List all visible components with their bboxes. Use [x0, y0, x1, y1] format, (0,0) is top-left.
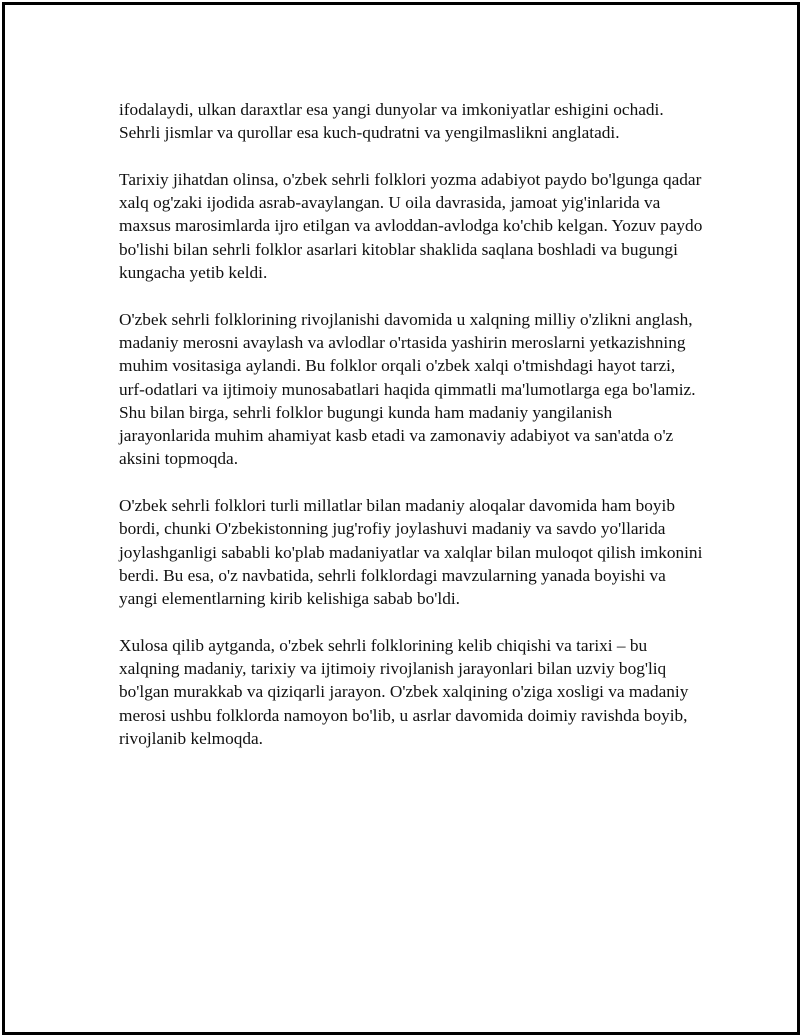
- paragraph-3: O'zbek sehrli folklorining rivojlanishi davomida u xalqning milliy o'zlikni anglash, madaniy merosni avaylash va avlodlar o'rtasida yashirin meroslarni yetkazishning muhim vositasiga aylandi. Bu folklor orqali o'zbek xalqi o'tmishdagi hayot tarzi, urf-odatlari va ijtimoiy munosabatlari haqida qimmatli ma'lumotlarga ega bo'lamiz. Shu bilan birga, sehrli folklor bugungi kunda ham madaniy yangilanish jarayonlarida muhim ahamiyat kasb etadi va zamonaviy adabiyot va san'atda o'z aksini topmoqda.: [119, 309, 696, 469]
- paragraph-2: Tarixiy jihatdan olinsa, o'zbek sehrli folklori yozma adabiyot paydo bo'lgunga qadar xalq og'zaki ijodida asrab-avaylangan. U oila davrasida, jamoat yig'inlarida va maxsus marosimlarda ijro etilgan va avloddan-avlodga ko'chib kelgan. Yozuv paydo bo'lishi bilan sehrli folklor asarlari kitoblar shaklida saqlana boshladi va bugungi kungacha yetib keldi.: [119, 169, 703, 283]
- document-body: [119, 98, 704, 774]
- paragraph-4: O'zbek sehrli folklori turli millatlar bilan madaniy aloqalar davomida ham boyib bordi, chunki O'zbekistonning jug'rofiy joylashuvi madaniy va savdo yo'llarida joylashganligi sababli ko'plab madaniyatlar va xalqlar bilan muloqot qilish imkonini berdi. Bu esa, o'z navbatida, sehrli folklordagi mavzularning yanada boyishi va yangi elementlarning kirib kelishiga sabab bo'ldi.: [119, 496, 703, 609]
- paragraph-5: Xulosa qilib aytganda, o'zbek sehrli folklorining kelib chiqishi va tarixi – bu xalqning madaniy, tarixiy va ijtimoiy rivojlanish jarayonlari bilan uzviy bog'liq bo'lgan murakkab va qiziqarli jarayon. O'zbek xalqining o'ziga xosligi va madaniy merosi ushbu folklorda namoyon bo'lib, u asrlar davomida doimiy ravishda boyib, rivojlanib kelmoqda.: [119, 635, 689, 749]
- page-frame: [2, 2, 800, 1035]
- paragraph-1: ifodalaydi, ulkan daraxtlar esa yangi dunyolar va imkoniyatlar eshigini ochadi. Sehrli jismlar va qurollar esa kuch-qudratni va yengilmaslikni anglatadi.: [119, 100, 664, 143]
